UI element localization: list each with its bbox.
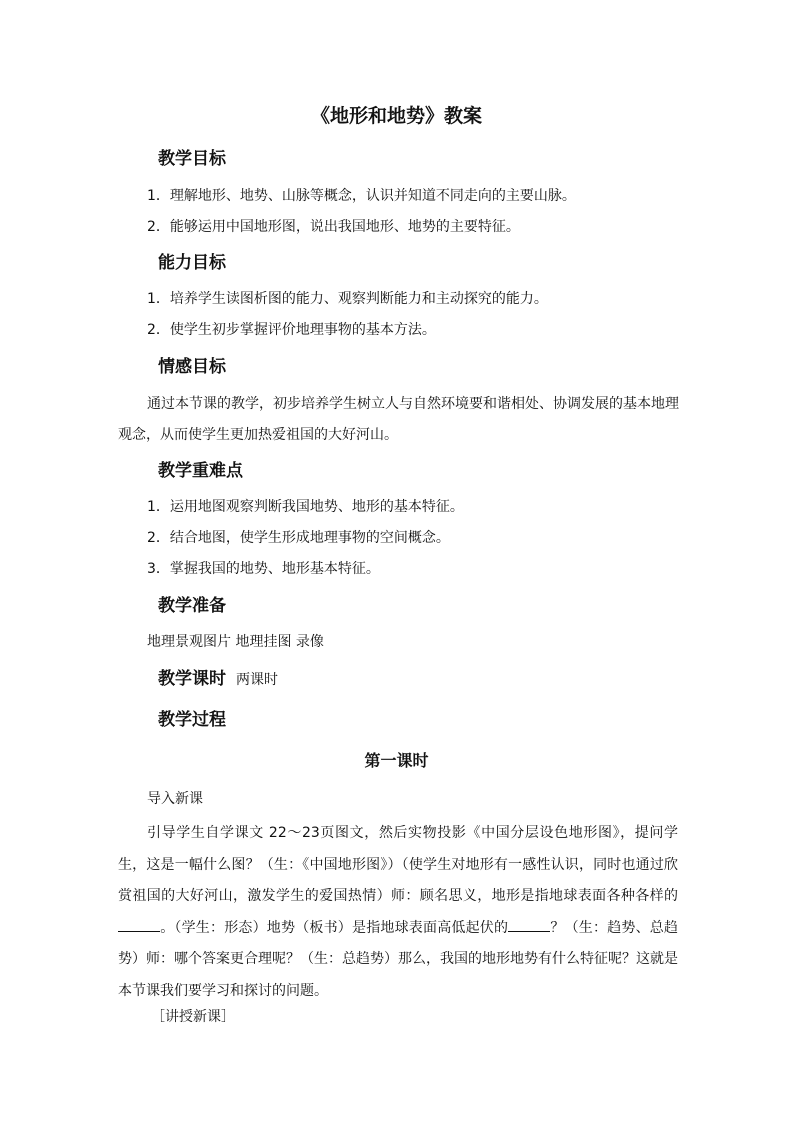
teaching-goal-item-2: 2．能够运用中国地形图，说出我国地形、地势的主要特征。 [147,219,520,235]
fill-blank-1 [118,917,160,932]
intro-paragraph [118,818,678,1007]
emotion-goal-line-2: 观念，从而使学生更加热爱祖国的大好河山。 [118,427,398,443]
document-title: 《地形和地势》教案 [310,105,482,127]
lesson-one-title: 第一课时 [364,751,429,770]
intro-paragraph-part-1: 引导学生自学课文 22～23页图文，然后实物投影《中国分层设色地形图》，提问学生，这是一幅什么图？（生：《中国地形图》）（使学生对地形有一感性认识，同时也通过欣赏祖国的大好河山，激发学生的爱国热情）师：顾名思义，地形是指地球表面各种各样的 [118,825,678,904]
key-point-item-1: 1．运用地图观察判断我国地势、地形的基本特征。 [147,499,464,515]
emotion-goal-line-1: 通过本节课的教学，初步培养学生树立人与自然环境要和谐相处、协调发展的基本地理 [147,396,679,412]
heading-teaching-goals: 教学目标 [158,149,226,169]
intro-paragraph-part-3: ？（生：趋势、总趋势）师：哪个答案更合理呢？（生：总趋势）那么，我国的地形地势有什么特征呢？这就是本节课我们要学习和探讨的问题。 [118,919,679,999]
class-hours-value: 两课时 [236,672,278,688]
heading-ability-goals: 能力目标 [158,253,226,273]
heading-preparation: 教学准备 [158,596,226,616]
ability-goal-item-1: 1．培养学生读图析图的能力、观察判断能力和主动探究的能力。 [147,291,548,307]
heading-process: 教学过程 [158,710,226,730]
ability-goal-item-2: 2．使学生初步掌握评价地理事物的基本方法。 [147,322,436,338]
fill-blank-2 [508,917,550,932]
heading-emotion-goals: 情感目标 [158,357,226,377]
preparation-text: 地理景观图片 地理挂图 录像 [147,634,324,650]
heading-class-hours [158,667,278,692]
intro-label: 导入新课 [147,791,203,807]
key-point-item-3: 3．掌握我国的地势、地形基本特征。 [147,561,380,577]
teaching-goal-item-1: 1．理解地形、地势、山脉等概念，认识并知道不同走向的主要山脉。 [147,188,576,204]
intro-paragraph-part-2: 。（学生：形态）地势（板书）是指地球表面高低起伏的 [160,919,509,936]
new-lesson-label: ［讲授新课］ [151,1009,235,1025]
class-hours-label: 教学课时 [158,669,226,689]
key-point-item-2: 2．结合地图，使学生形成地理事物的空间概念。 [147,530,450,546]
heading-key-points: 教学重难点 [158,461,243,481]
